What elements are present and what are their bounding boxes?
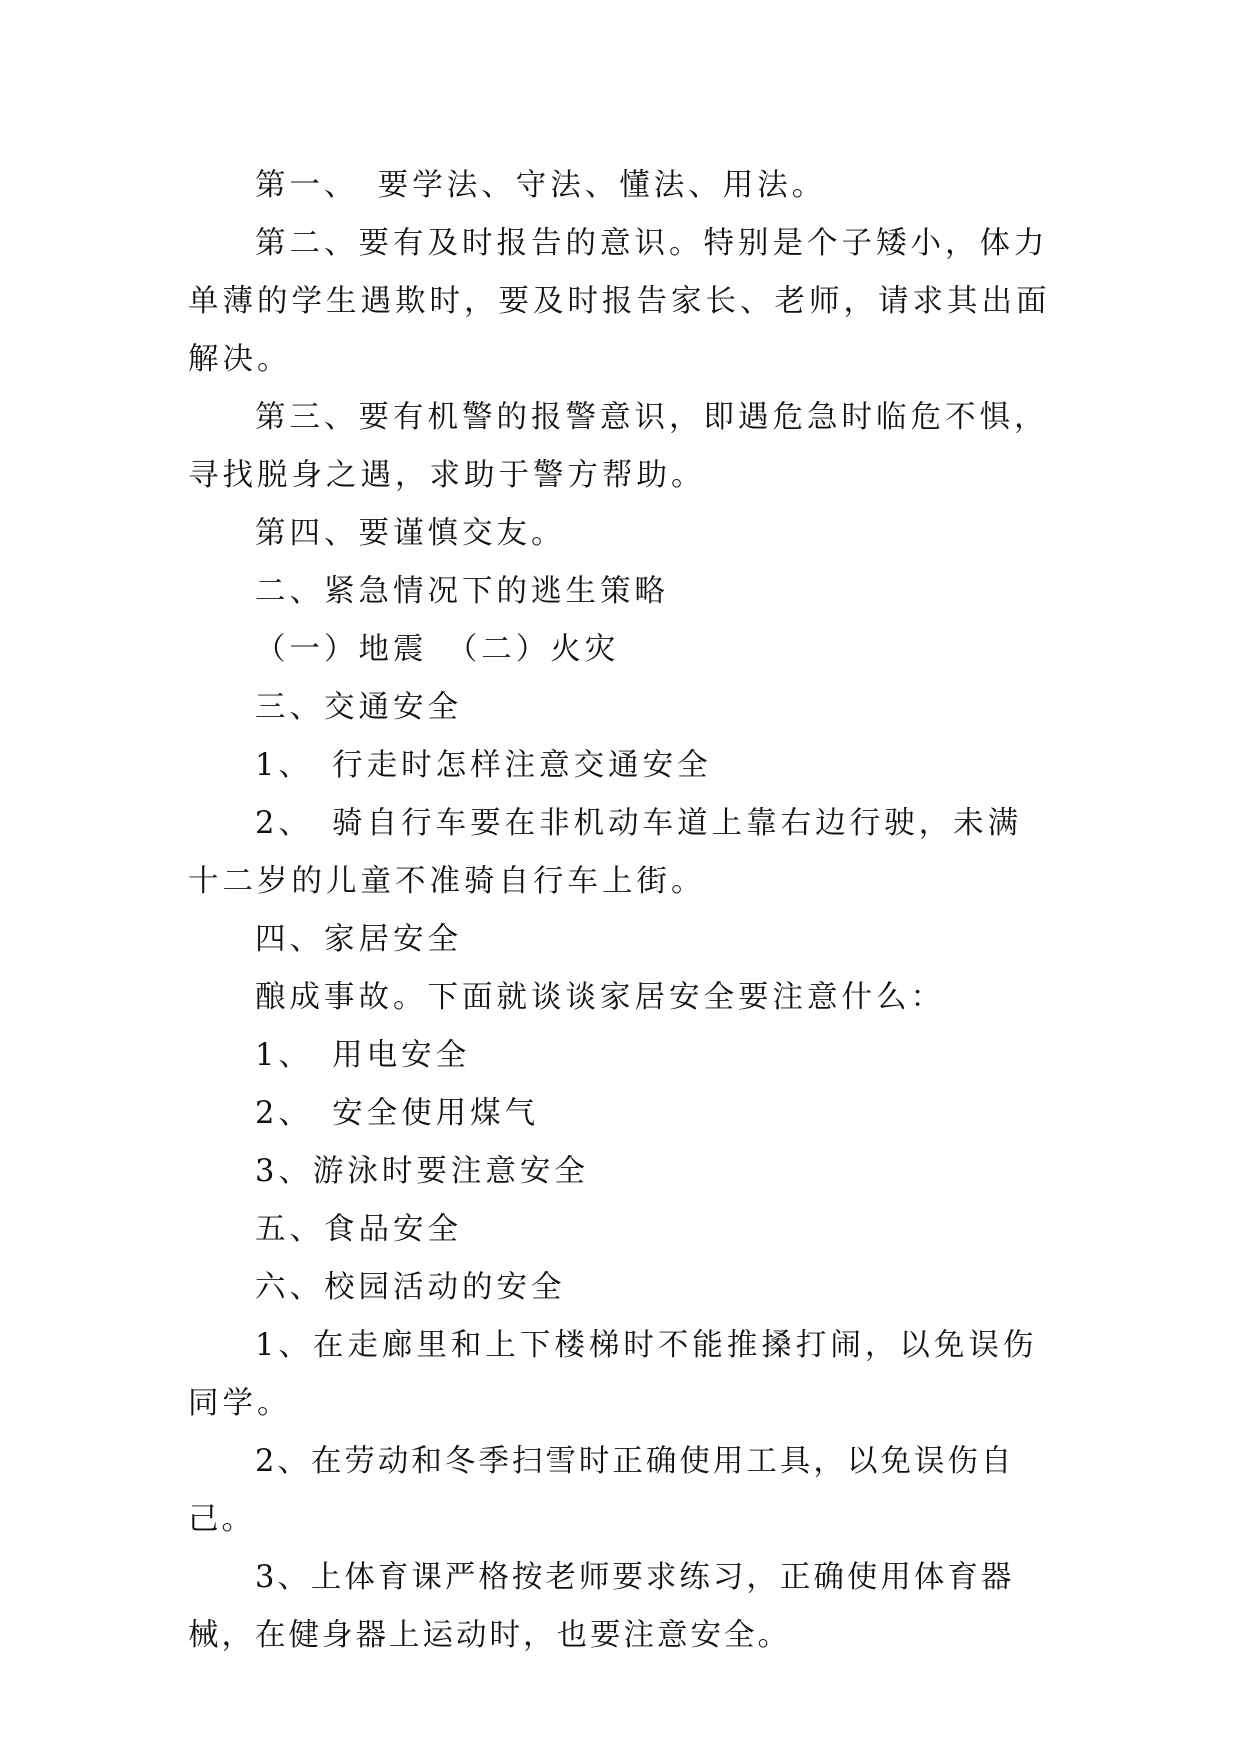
list-item-walking: 1、 行走时怎样注意交通安全 <box>255 748 712 783</box>
list-item-snow-clearing: 2、在劳动和冬季扫雪时正确使用工具，以免误伤自己。 <box>188 1444 1015 1537</box>
paragraph-second-point: 第二、要有及时报告的意识。特别是个子矮小，体力单薄的学生遇欺时，要及时报告家长、老师，请求其出面解决。 <box>188 226 1051 377</box>
list-item-cycling: 2、 骑自行车要在非机动车道上靠右边行驶，未满十二岁的儿童不准骑自行车上街。 <box>188 806 1023 899</box>
paragraph-home-intro: 酿成事故。下面就谈谈家居安全要注意什么： <box>255 980 945 1015</box>
section-heading-escape: 二、紧急情况下的逃生策略 <box>255 574 669 609</box>
subsection-earthquake-fire: （一）地震 （二）火灾 <box>255 632 620 667</box>
paragraph-fourth-point: 第四、要谨慎交友。 <box>255 516 566 551</box>
list-item-swimming: 3、游泳时要注意安全 <box>255 1154 589 1189</box>
list-item-pe-class: 3、上体育课严格按老师要求练习，正确使用体育器械，在健身器上运动时，也要注意安全。 <box>188 1560 1015 1653</box>
paragraph-third-point: 第三、要有机警的报警意识，即遇危急时临危不惧，寻找脱身之遇，求助于警方帮助。 <box>188 400 1049 493</box>
section-heading-home: 四、家居安全 <box>255 922 462 957</box>
section-heading-food: 五、食品安全 <box>255 1212 462 1247</box>
paragraph-first-point: 第一、 要学法、守法、懂法、用法。 <box>255 168 827 203</box>
list-item-corridor: 1、在走廊里和上下楼梯时不能推搡打闹，以免误伤同学。 <box>188 1328 1038 1421</box>
list-item-gas: 2、 安全使用煤气 <box>255 1096 540 1131</box>
section-heading-traffic: 三、交通安全 <box>255 690 462 725</box>
section-heading-campus: 六、校园活动的安全 <box>255 1270 566 1305</box>
list-item-electricity: 1、 用电安全 <box>255 1038 471 1073</box>
document-body <box>188 157 1054 1665</box>
